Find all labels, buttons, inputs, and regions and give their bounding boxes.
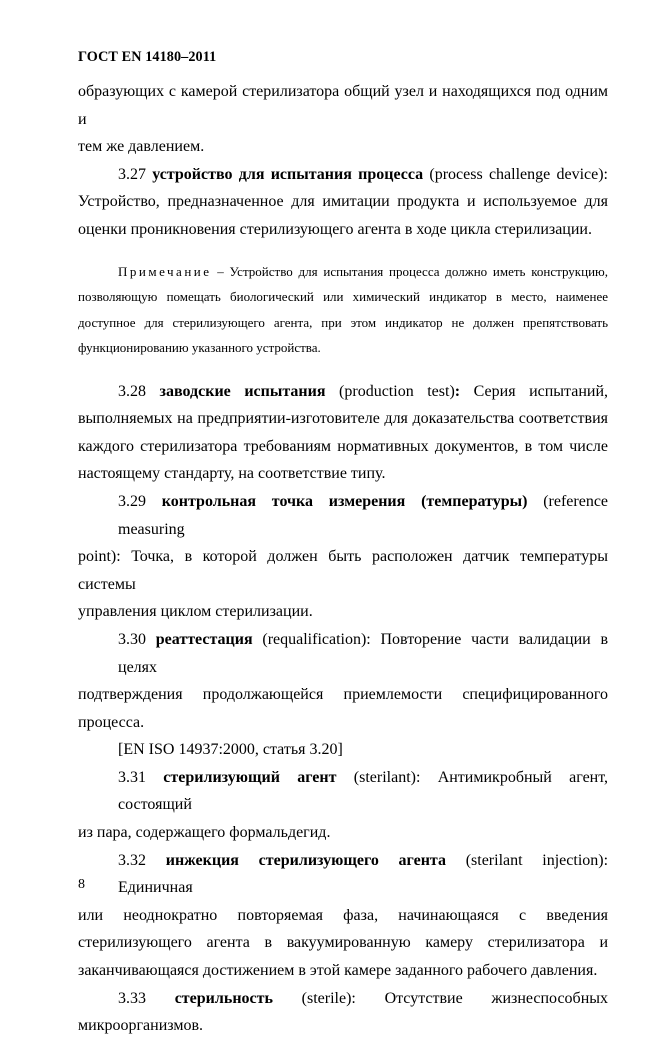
note-label: Примечание <box>118 263 212 279</box>
text-line: из пара, содержащего формальдегид. <box>78 824 331 842</box>
term-number: 3.32 <box>118 851 146 869</box>
text-line: функционированию указанного устройства. <box>78 340 321 356</box>
term-3-27 <box>78 161 608 244</box>
term-definition: Серия испытаний, <box>473 382 609 400</box>
term-number: 3.30 <box>118 630 146 648</box>
text-line <box>78 985 608 1013</box>
text-line: стерилизующего агента в вакуумированную камеру стерилизатора и <box>78 934 608 952</box>
text-line <box>78 764 608 819</box>
term-title: контрольная точка измерения (температуры) <box>161 492 528 510</box>
term-3-33 <box>78 985 608 1040</box>
term-3-32 <box>78 847 608 985</box>
term-number: 3.33 <box>118 989 146 1007</box>
term-title: заводские испытания <box>159 382 326 400</box>
term-title: инжекция стерилизующего агента <box>165 851 446 869</box>
term-title: стерильность <box>174 989 273 1007</box>
continued-paragraph <box>78 78 608 161</box>
term-3-30 <box>78 626 608 764</box>
term-colon: : <box>454 382 461 400</box>
text-line: доступное для стерилизующего агента, при этом индикатор не должен препятствовать <box>78 314 608 330</box>
text-line: выполняемых на предприятии-изготовителе для доказательства соответствия <box>78 410 608 428</box>
text-line: заканчивающаяся достижением в этой камере заданного рабочего давления. <box>78 962 598 980</box>
document-body <box>78 78 608 1040</box>
text-line <box>78 488 608 543</box>
text-line: Устройство, предназначенное для имитации продукта и используемое для <box>78 193 608 211</box>
term-3-29 <box>78 488 608 626</box>
term-definition: (sterilant injection): Единичная <box>118 851 609 897</box>
term-title: устройство для испытания процесса <box>152 165 424 183</box>
term-english: (reference measuring <box>118 492 609 538</box>
term-number: 3.29 <box>118 492 146 510</box>
text-line: управления циклом стерилизации. <box>78 603 313 621</box>
term-english: (production test) <box>339 382 455 400</box>
term-number: 3.27 <box>118 165 146 183</box>
term-number: 3.28 <box>118 382 146 400</box>
text-line: микроорганизмов. <box>78 1017 204 1035</box>
term-3-31 <box>78 764 608 847</box>
page-number: 8 <box>78 877 85 892</box>
text-line: point): Точка, в которой должен быть расположен датчик температуры системы <box>78 548 608 593</box>
note-text: – Устройство для испытания процесса должно иметь конструкцию, <box>211 263 608 279</box>
text-line: или неоднократно повторяемая фаза, начинающаяся с введения <box>78 906 608 924</box>
term-definition: (requalification): Повторение части валидации в целях <box>118 630 608 676</box>
text-line: позволяющую помещать биологический или химический индикатор в место, наименее <box>78 289 608 305</box>
text-line <box>78 378 608 406</box>
term-3-28 <box>78 378 608 488</box>
term-title: стерилизующий агент <box>163 768 337 786</box>
term-number: 3.31 <box>118 768 146 786</box>
text-line <box>78 626 608 681</box>
text-line <box>78 161 608 189</box>
term-title: реаттестация <box>155 630 253 648</box>
term-english: (process challenge device): <box>429 165 608 183</box>
text-line <box>78 847 608 902</box>
text-line: настоящему стандарту, на соответствие типу. <box>78 465 386 483</box>
text-line: процесса. <box>78 713 145 731</box>
term-definition: (sterile): Отсутствие жизнеспособных <box>301 989 609 1007</box>
text-line: тем же давлением. <box>78 138 205 156</box>
text-line: подтверждения продолжающейся приемлемости специфицированного <box>78 686 608 704</box>
note-block <box>78 259 608 361</box>
document-header: ГОСТ EN 14180–2011 <box>78 49 217 65</box>
text-line: образующих с камерой стерилизатора общий узел и находящихся под одним и <box>78 83 608 128</box>
text-line <box>78 259 608 285</box>
term-definition: (sterilant): Антимикробный агент, состоящий <box>118 768 609 814</box>
text-line: каждого стерилизатора требованиям нормативных документов, в том числе <box>78 437 608 455</box>
source-reference: [EN ISO 14937:2000, статья 3.20] <box>118 741 343 759</box>
text-line: оценки проникновения стерилизующего агента в ходе цикла стерилизации. <box>78 220 592 238</box>
